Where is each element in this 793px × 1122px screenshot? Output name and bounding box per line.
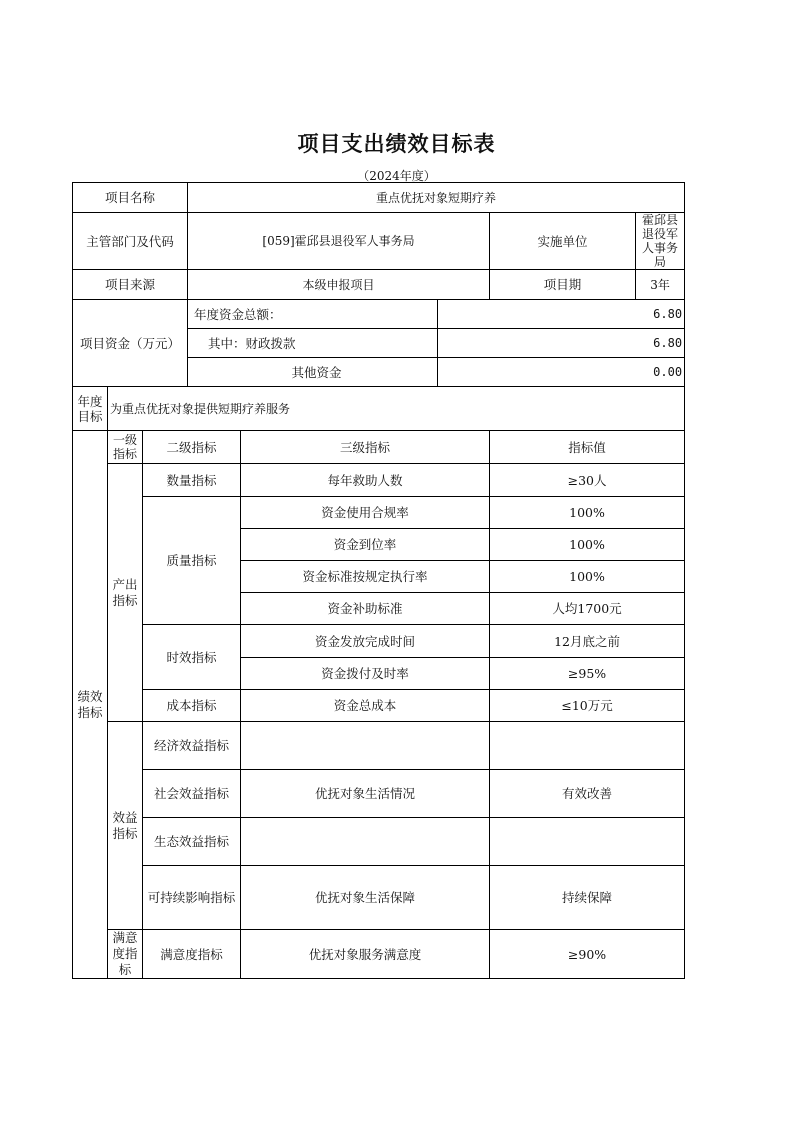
indicator-row: [73, 690, 685, 722]
header-level3: 三级指标: [241, 431, 490, 464]
indicator-row: [73, 464, 685, 497]
level3-cell: 每年救助人数: [241, 464, 490, 497]
level3-cell: 资金总成本: [241, 690, 490, 722]
page-title: 项目支出绩效目标表: [297, 132, 496, 156]
indicator-value: ≥90%: [490, 930, 685, 979]
fiscal-year: （2024年度）: [357, 169, 436, 183]
benefit-indicator-label: 效益指标: [108, 722, 143, 930]
funds-other-label: 其他资金: [188, 358, 438, 387]
indicator-value: 有效改善: [490, 770, 685, 818]
indicator-value: 100%: [490, 561, 685, 593]
level3-cell: [241, 818, 490, 866]
annual-goal-row: [73, 387, 685, 431]
indicator-value: 12月底之前: [490, 625, 685, 658]
indicator-value: [490, 722, 685, 770]
level2-cell: 时效指标: [143, 625, 241, 690]
indicator-value: 人均1700元: [490, 593, 685, 625]
level3-cell: 优抚对象服务满意度: [241, 930, 490, 979]
level3-cell: 优抚对象生活情况: [241, 770, 490, 818]
funds-total-label: 年度资金总额：: [188, 300, 438, 329]
indicator-row: [73, 866, 685, 930]
funds-other-value: 0.00: [438, 358, 685, 387]
satisfaction-indicator-label: 满意度指标: [108, 930, 143, 979]
indicator-value: ≥30人: [490, 464, 685, 497]
indicator-row: [73, 930, 685, 979]
indicator-row: [73, 818, 685, 866]
indicator-value: 100%: [490, 497, 685, 529]
level3-cell: 优抚对象生活保障: [241, 866, 490, 930]
indicator-row: [73, 625, 685, 658]
level2-cell: 生态效益指标: [143, 818, 241, 866]
indicator-value: ≥95%: [490, 658, 685, 690]
indicator-row: [73, 722, 685, 770]
funds-total-row: [73, 300, 685, 329]
level2-cell: 成本指标: [143, 690, 241, 722]
performance-table: [72, 182, 685, 979]
source-label: 项目来源: [73, 270, 188, 300]
indicator-value: ≤10万元: [490, 690, 685, 722]
source-value: 本级申报项目: [188, 270, 490, 300]
indicator-header-row: [73, 431, 685, 464]
funds-total-value: 6.80: [438, 300, 685, 329]
level2-cell: 质量指标: [143, 497, 241, 625]
indicator-row: [73, 770, 685, 818]
header-level1: 一级指标: [108, 431, 143, 464]
indicator-row: [73, 497, 685, 529]
level3-cell: 资金到位率: [241, 529, 490, 561]
period-value: 3年: [636, 270, 685, 300]
project-name-value: 重点优抚对象短期疗养: [188, 183, 685, 213]
level2-cell: 满意度指标: [143, 930, 241, 979]
source-row: [73, 270, 685, 300]
department-row: [73, 213, 685, 270]
header-value: 指标值: [490, 431, 685, 464]
project-name-row: [73, 183, 685, 213]
period-label: 项目期: [490, 270, 636, 300]
level3-cell: 资金使用合规率: [241, 497, 490, 529]
level3-cell: 资金标准按规定执行率: [241, 561, 490, 593]
header-level2: 二级指标: [143, 431, 241, 464]
annual-goal-label: 年度目标: [73, 387, 108, 431]
level3-cell: 资金发放完成时间: [241, 625, 490, 658]
output-indicator-label: 产出指标: [108, 464, 143, 722]
indicator-value: [490, 818, 685, 866]
indicator-value: 100%: [490, 529, 685, 561]
department-value: [059]霍邱县退役军人事务局: [188, 213, 490, 270]
level2-cell: 社会效益指标: [143, 770, 241, 818]
indicator-value: 持续保障: [490, 866, 685, 930]
level2-cell: 经济效益指标: [143, 722, 241, 770]
implementing-unit-label: 实施单位: [490, 213, 636, 270]
project-name-label: 项目名称: [73, 183, 188, 213]
implementing-unit-value: 霍邱县退役军人事务局: [636, 213, 685, 270]
level3-cell: [241, 722, 490, 770]
annual-goal-text: 为重点优抚对象提供短期疗养服务: [108, 387, 685, 431]
level2-cell: 数量指标: [143, 464, 241, 497]
department-label: 主管部门及代码: [73, 213, 188, 270]
level2-cell: 可持续影响指标: [143, 866, 241, 930]
level3-cell: 资金补助标准: [241, 593, 490, 625]
funds-fiscal-label: 其中：财政拨款: [188, 329, 438, 358]
level3-cell: 资金拨付及时率: [241, 658, 490, 690]
performance-indicator-label: 绩效指标: [73, 431, 108, 979]
funds-label: 项目资金（万元）: [73, 300, 188, 387]
funds-fiscal-value: 6.80: [438, 329, 685, 358]
